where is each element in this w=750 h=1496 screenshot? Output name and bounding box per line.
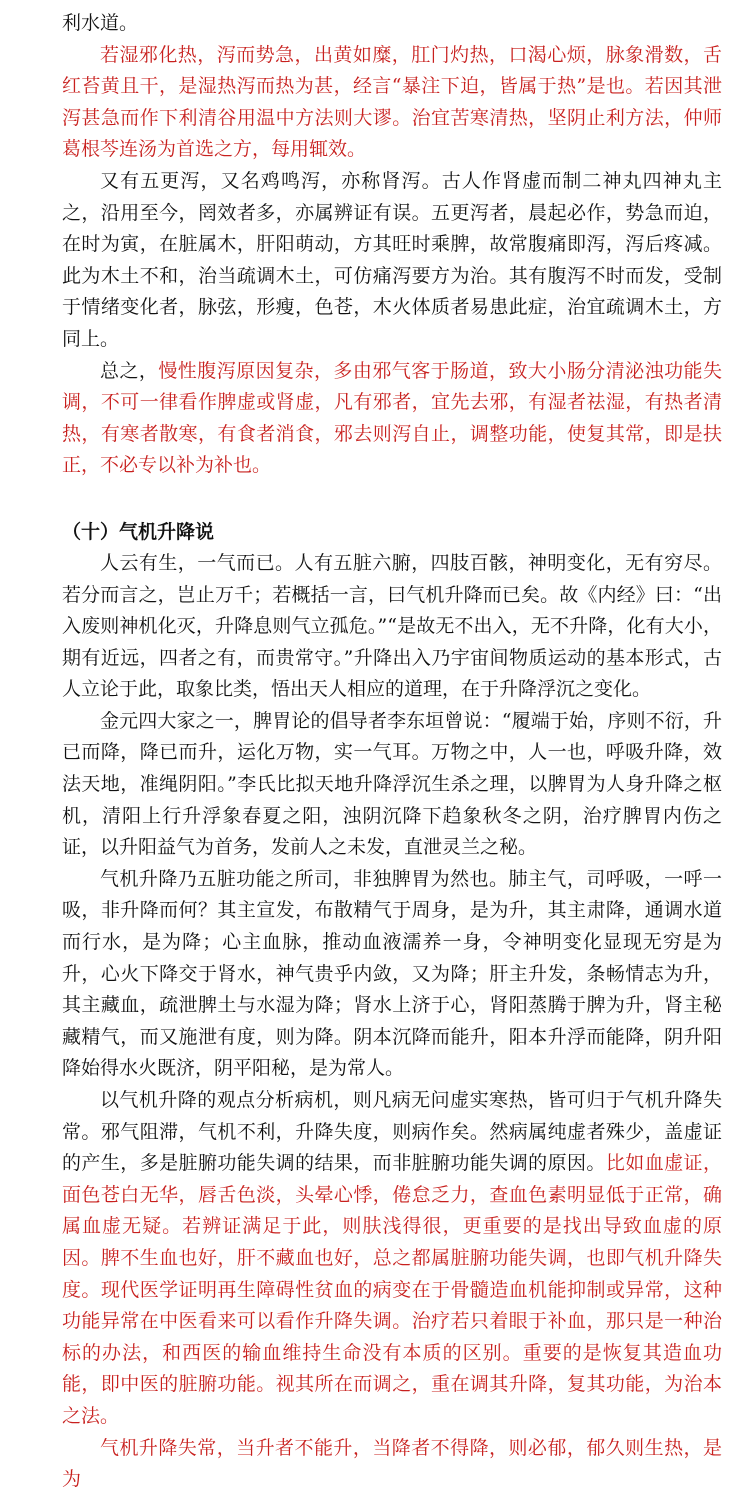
paragraph-text: 利水道。 bbox=[62, 12, 139, 34]
paragraph-damp-heat-diarrhea bbox=[62, 40, 722, 166]
paragraph-continuation bbox=[62, 8, 722, 40]
paragraph-qi-intro bbox=[62, 548, 722, 706]
paragraph-lead-text: 总之， bbox=[100, 359, 159, 382]
paragraph-five-organs bbox=[62, 864, 722, 1085]
highlighted-text: 若湿邪化热，泻而势急，出黄如糜，肛门灼热，口渴心烦，脉象滑数，舌红苔黄且干，是湿热泻而热为甚，经言“暴注下迫，皆属于热”是也。若因其泄泻甚急而作下利清谷用温中方法则大谬。治宜苦寒清热，坚阴止利方法，仲师葛根芩连汤为首选之方，每用辄效。 bbox=[62, 43, 722, 161]
paragraph-li-dongyuan bbox=[62, 706, 722, 864]
paragraph-stagnation bbox=[62, 1433, 722, 1496]
paragraph-text: 人云有生，一气而已。人有五脏六腑，四肢百骸，神明变化，无有穷尽。若分而言之，岂止万千；若概括一言，曰气机升降而已矣。故《内经》曰：“出入废则神机化灭，升降息则气立孤危。”“是故无不出入，无不升降，化有大小，期有近远，四者之有，而贵常守。”升降出入乃宇宙间物质运动的基本形式，古人立论于此，取象比类，悟出天人相应的道理，在于升降浮沉之变化。 bbox=[62, 551, 722, 701]
highlighted-text: 慢性腹泻原因复杂，多由邪气客于肠道，致大小肠分清泌浊功能失调，不可一律看作脾虚或肾虚，凡有邪者，宜先去邪，有湿者祛湿，有热者清热，有寒者散寒，有食者消食，邪去则泻自止，调整功能，使复其常，即是扶正，不必专以补为补也。 bbox=[62, 359, 722, 477]
paragraph-text: 金元四大家之一，脾胃论的倡导者李东垣曾说：“履端于始，序则不衍，升已而降，降已而升，运化万物，实一气耳。万物之中，人一也，呼吸升降，效法天地，准绳阴阳。”李氏比拟天地升降浮沉生杀之理，以脾胃为人身升降之枢机，清阳上行升浮象春夏之阳，浊阴沉降下趋象秋冬之阴，治疗脾胃内伤之证，以升阳益气为首务，发前人之未发，直泄灵兰之秘。 bbox=[62, 709, 722, 859]
paragraph-pathogenesis bbox=[62, 1085, 722, 1433]
highlighted-text: 比如血虚证，面色苍白无华，唇舌色淡，头晕心悸，倦怠乏力，查血色素明显低于正常，确属血虚无疑。若辨证满足于此，则肤浅得很，更重要的是找出导致血虚的原因。脾不生血也好，肝不藏血也好，总之都属脏腑功能失调，也即气机升降失度。现代医学证明再生障碍性贫血的病变在于骨髓造血机能抑制或异常，这种功能异常在中医看来可以看作升降失调。治疗若只着眼于补血，那只是一种治标的办法，和西医的输血维持生命没有本质的区别。重要的是恢复其造血功能，即中医的脏腑功能。视其所在而调之，重在调其升降，复其功能，为治本之法。 bbox=[62, 1152, 722, 1427]
highlighted-text: 气机升降失常，当升者不能升，当降者不得降，则必郁，郁久则生热，是为 bbox=[62, 1436, 722, 1491]
paragraph-summary bbox=[62, 356, 722, 482]
paragraph-lead-text: 以气机升降的观点分析病机，则凡病无问虚实寒热，皆可归于气机升降失常。邪气阻滞，气机不利，升降失度，则病作矣。然病属纯虚者殊少，盖虚证的产生，多是脏腑功能失调的结果，而非脏腑功能失调的原因。 bbox=[62, 1089, 722, 1175]
section-heading: （十）气机升降说 bbox=[62, 520, 215, 543]
paragraph-text: 气机升降乃五脏功能之所司，非独脾胃为然也。肺主气，司呼吸，一呼一吸，非升降而何？其主宣发，布散精气于周身，是为升，其主肃降，通调水道而行水，是为降；心主血脉，推动血液濡养一身，令神明变化显现无穷是为升，心火下降交于肾水，神气贵乎内敛，又为降；肝主升发，条畅情志为升，其主藏血，疏泄脾土与水湿为降；肾水上济于心，肾阳蒸腾于脾为升，肾主秘藏精气，而又施泄有度，则为降。阴本沉降而能升，阳本升浮而能降，阴升阳降始得水火既济，阴平阳秘，是为常人。 bbox=[62, 867, 722, 1080]
paragraph-text: 又有五更泻，又名鸡鸣泻，亦称肾泻。古人作肾虚而制二神丸四神丸主之，沿用至今，罔效者多，亦属辨证有误。五更泻者，晨起必作，势急而迫，在时为寅，在脏属木，肝阳萌动，方其旺时乘脾，故常腹痛即泻，泻后疼减。此为木土不和，治当疏调木土，可仿痛泻要方为治。其有腹泻不时而发，受制于情绪变化者，脉弦，形瘦，色苍，木火体质者易患此症，治宜疏调木土，方同上。 bbox=[62, 169, 722, 350]
paragraph-dawn-diarrhea bbox=[62, 166, 722, 356]
